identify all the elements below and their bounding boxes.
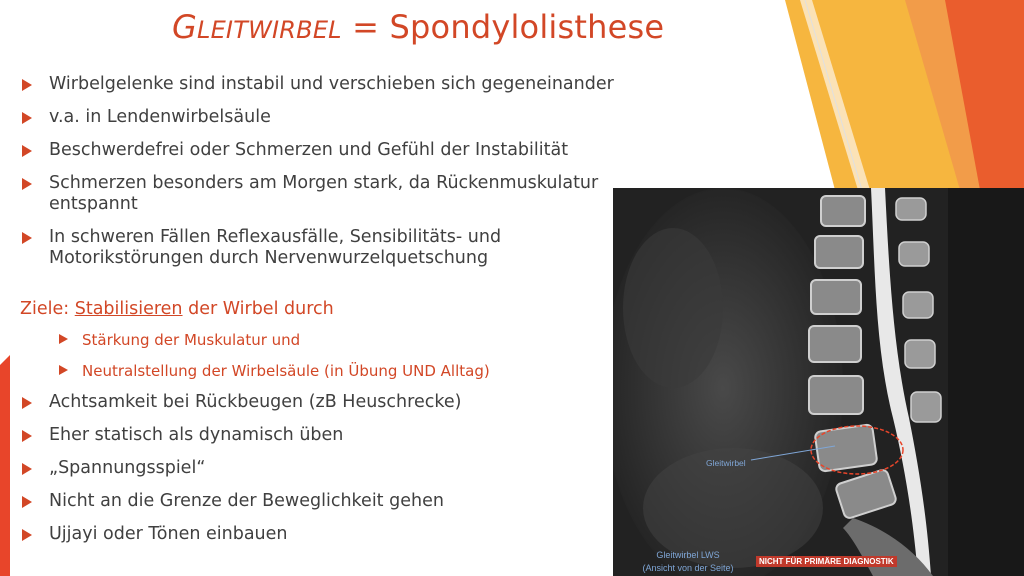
arrow-bullet-icon — [59, 334, 68, 344]
arrow-bullet-icon — [22, 430, 32, 442]
arrow-bullet-icon — [59, 365, 68, 375]
sub-bullet-item: Neutralstellung der Wirbelsäule (in Übung UND Alltag) — [20, 361, 620, 382]
arrow-bullet-icon — [22, 397, 32, 409]
bullet-item: v.a. in Lendenwirbelsäule — [20, 107, 620, 128]
slide-content — [20, 74, 620, 557]
bullet-item: Achtsamkeit bei Rückbeugen (zB Heuschrecke) — [20, 392, 620, 413]
image-caption-subtitle: (Ansicht von der Seite) — [642, 563, 734, 573]
arrow-bullet-icon — [22, 79, 32, 91]
bullet-item: „Spannungsspiel“ — [20, 458, 620, 479]
disclaimer-badge: NICHT FÜR PRIMÄRE DIAGNOSTIK — [756, 556, 897, 567]
goals-heading: Ziele: Stabilisieren der Wirbel durch — [20, 299, 334, 319]
sub-bullet-item: Stärkung der Muskulatur und — [20, 330, 620, 351]
arrow-bullet-icon — [22, 232, 32, 244]
arrow-bullet-icon — [22, 145, 32, 157]
bullet-item: Eher statisch als dynamisch üben — [20, 425, 620, 446]
arrow-bullet-icon — [22, 529, 32, 541]
mri-spine-illustration — [613, 188, 1024, 576]
arrow-bullet-icon — [22, 496, 32, 508]
arrow-bullet-icon — [22, 178, 32, 190]
arrow-bullet-icon — [22, 463, 32, 475]
bullet-item: In schweren Fällen Reflexausfälle, Sensibilitäts- und Motorikstörungen durch Nervenwurzelquetschung — [20, 227, 549, 269]
mri-image — [613, 188, 1024, 576]
page-title: GLEITWIRBEL = Spondylolisthese — [172, 8, 665, 46]
bullet-item: Wirbelgelenke sind instabil und verschieben sich gegeneinander — [20, 74, 620, 95]
bullet-item: Beschwerdefrei oder Schmerzen und Gefühl der Instabilität — [20, 140, 620, 161]
bullet-item: Schmerzen besonders am Morgen stark, da Rückenmuskulatur entspannt — [20, 173, 619, 215]
image-caption-title: Gleitwirbel LWS — [656, 550, 720, 560]
arrow-bullet-icon — [22, 112, 32, 124]
bullet-item: Ujjayi oder Tönen einbauen — [20, 524, 620, 545]
annotation-label: Gleitwirbel — [706, 458, 746, 468]
bullet-item: Nicht an die Grenze der Beweglichkeit gehen — [20, 491, 620, 512]
